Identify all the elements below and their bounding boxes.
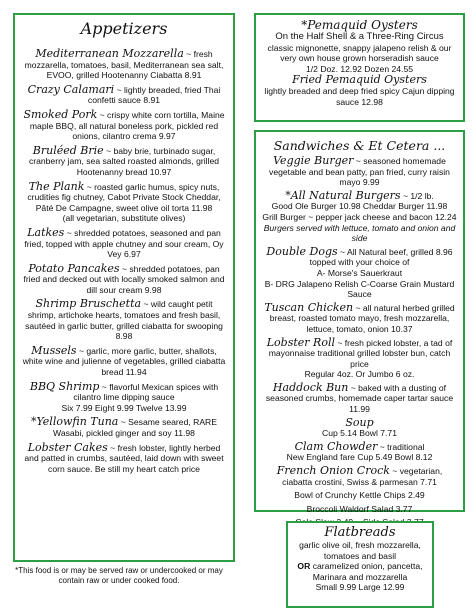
item-desc: ~ vegetarian, ciabatta crostini, Swiss & parmesan	[282, 466, 443, 487]
sandwich-item	[261, 439, 458, 463]
sandwich-list	[261, 156, 458, 531]
appetizer-item	[21, 379, 227, 414]
item-price: 11.94	[125, 367, 147, 378]
item-desc: ~ baked with a dusting of seasoned crumbs, homemade caper tartar sauce	[265, 382, 454, 404]
item-desc: ~ fresh lobster, lightly herbed and patted in crumbs, sautéed, laid down with sweet corn sauce. Be still my heart	[24, 442, 224, 474]
item-desc: ~ crispy white corn tortilla, Maine maple BBQ, all natural boneless pork, pickled red onions, cilantro crema	[29, 109, 225, 142]
item-name: Tuscan Chicken	[264, 300, 354, 314]
item-price: 8.98	[115, 331, 133, 342]
item-name: *All Natural Burgers	[285, 188, 401, 202]
item-name: Double Dogs	[266, 244, 338, 258]
item-prices: Six 7.99 Eight 9.99 Twelve 13.99	[61, 402, 187, 413]
appetizer-item	[21, 179, 227, 224]
item-desc: ~ garlic, more garlic, butter, shallots, white wine and julienne of vegetables, grilled ciabatta bread	[22, 345, 226, 378]
sandwich-item	[261, 415, 458, 439]
item-prices: Cup 5.14 Bowl 7.71	[321, 428, 397, 439]
item-name: French Onion Crock	[276, 464, 390, 478]
item-name: Smoked Pork	[23, 107, 98, 121]
appetizer-item	[21, 225, 227, 260]
appetizer-list	[21, 49, 227, 478]
item-name: Bruléed Brie	[32, 143, 104, 157]
item-price: 8.96	[435, 246, 453, 257]
appetizer-item	[21, 261, 227, 296]
flatbreads-box	[286, 521, 434, 608]
item-desc: ~ baby brie, turbinado sugar, cranberry jam, sea salted roasted almonds, grilled Hootenanny bread	[28, 145, 220, 177]
appetizer-item	[21, 440, 227, 475]
appetizer-item	[21, 343, 227, 378]
item-desc: ~ Sesame seared, RARE Wasabi, pickled ginger and soy	[53, 417, 217, 438]
item-name: Latkes	[27, 225, 65, 239]
item-desc: ~ seasoned homemade vegetable and bean patty, pan fried, curry raisin mayo	[269, 156, 450, 188]
item-note: Burgers served with lettuce, tomato and onion and side	[263, 222, 456, 244]
item-line: Grill Burger ~ pepper jack cheese and bacon 12.24	[262, 211, 457, 222]
oysters-title: *Pemaquid Oysters	[301, 18, 418, 32]
item-desc: Bowl of Crunchy Kettle Chips 2.49	[294, 490, 425, 501]
item-price: 9.99	[362, 177, 380, 188]
item-price: 6.97	[124, 249, 141, 260]
item-name: *Yellowfin Tuna	[30, 415, 119, 429]
sandwich-item	[261, 504, 458, 515]
item-price: 7.71	[420, 476, 437, 487]
item-price: 11.99	[349, 404, 370, 415]
sandwich-item	[261, 244, 458, 300]
item-price: 11.98	[174, 428, 195, 438]
appetizer-item	[21, 143, 227, 178]
item-name: Veggie Burger	[273, 154, 354, 167]
item-price: catch price	[158, 463, 200, 474]
flatbread-option-2: OR caramelized onion, pancetta, Marinara and mozzarella	[297, 561, 423, 582]
item-price: 10.97	[149, 166, 172, 177]
item-price: 10.37	[391, 323, 413, 334]
item-line: Good Ole Burger 10.98 Cheddar Burger 11.98	[271, 201, 448, 212]
oysters-desc: classic mignonette, snappy jalapeno relish & our very own house grown horseradish sauce	[267, 42, 452, 64]
item-name: Mussels	[31, 343, 77, 357]
item-desc: ~ fresh mozzarella, tomatoes, basil, Mediterranean sea salt, EVOO, grilled Hootenanny Ciabatta	[24, 49, 224, 81]
appetizer-item	[21, 49, 227, 81]
appetizer-item	[21, 417, 227, 438]
item-desc: ~ All Natural beef, grilled	[337, 246, 434, 257]
sandwiches-heading: Sandwiches & Et Cetera ...	[273, 138, 446, 153]
item-price: 11.98	[191, 202, 213, 213]
item-name: Haddock Bun	[272, 380, 349, 394]
item-line: A- Morse's Sauerkraut	[316, 267, 403, 278]
flatbreads-heading: Flatbreads	[324, 525, 396, 540]
fried-oysters-desc: lightly breaded and deep fried spicy Cajun dipping sauce 12.98	[264, 86, 455, 107]
item-desc: ~ all natural herbed grilled breast, roasted tomato mayo, fresh mozzarella, lettuce, tomato, onion	[269, 302, 455, 334]
item-name: Crazy Calamari	[27, 82, 115, 96]
item-name: Lobster Cakes	[27, 440, 108, 454]
item-desc: ~ shredded potatoes, pan fried and decked out with locally smoked salmon and dill sour cream	[23, 263, 225, 295]
item-desc: ~ wild caught petit shrimp, artichoke hearts, tomatoes and fresh basil, sautéed in garlic butter, grilled ciabatta for swooping	[25, 299, 223, 331]
oysters-subtitle: On the Half Shell & a Three-Ring Circus	[275, 31, 444, 42]
sandwich-item	[261, 466, 458, 487]
item-desc: ~ flavorful Mexican spices with cilantro lime dipping sauce	[73, 381, 219, 403]
item-desc: ~ traditional	[377, 441, 425, 452]
raw-food-footnote: *This food is or may be served raw or undercooked or may contain raw or under cooked food.	[15, 566, 223, 585]
sandwich-item	[261, 300, 458, 335]
item-desc: ~ shredded potatoes, seasoned and pan fried, topped with apple chutney and sour cream, Oy Vey	[24, 227, 224, 260]
item-name: Mediterranean Mozzarella	[35, 47, 184, 60]
item-desc: Broccoli Waldorf Salad 3.77	[306, 503, 413, 514]
sandwich-item	[261, 490, 458, 501]
flatbread-price: Small 9.99 Large 12.99	[315, 582, 405, 593]
flatbread-option-1: garlic olive oil, fresh mozzarella, tomatoes and basil	[299, 540, 421, 561]
oysters-box	[254, 13, 465, 122]
item-note: (all vegetarian, substitute olives)	[62, 213, 186, 224]
item-name: The Plank	[28, 179, 85, 193]
item-price: 9.97	[158, 131, 176, 142]
fried-oysters-title: Fried Pemaquid Oysters	[292, 73, 427, 87]
item-price: 8.91	[143, 95, 161, 106]
sandwich-item	[261, 156, 458, 188]
item-name: Clam Chowder	[294, 439, 378, 453]
oysters-price: 1/2 Doz. 12.92 Dozen 24.55	[305, 63, 414, 74]
sandwich-item	[261, 188, 458, 244]
item-prices: New England fare Cup 5.49 Bowl 8.12	[286, 452, 433, 463]
item-desc: ~ fresh picked lobster, a tad of mayonnaise traditional grilled lobster bun, catch price	[268, 337, 453, 369]
item-line: B- DRG Jalapeno Relish C-Coarse Grain Mustard Sauce	[264, 278, 455, 300]
appetizer-item	[21, 82, 227, 106]
appetizers-heading: Appetizers	[80, 19, 168, 38]
sandwich-item	[261, 335, 458, 380]
item-price: 9.98	[144, 284, 162, 295]
item-name: Potato Pancakes	[28, 261, 120, 275]
item-prices: Regular 4oz. Or Jumbo 6 oz.	[304, 369, 415, 380]
appetizer-item	[21, 107, 227, 142]
item-price: 8.91	[184, 70, 202, 81]
item-desc: ~ roasted garlic humus, spicy nuts, crudities fig chutney, Cabot Private Stock Cheddar, Pâté De Campagne, sweet olive oil torta	[27, 181, 221, 213]
sandwich-item	[261, 380, 458, 415]
item-name: Shrimp Bruschetta	[35, 297, 142, 311]
item-line: topped with your choice of	[309, 257, 410, 268]
item-name: BBQ Shrimp	[29, 379, 100, 393]
item-desc: ~ 1/2 lb.	[400, 190, 434, 201]
item-desc: ~ lightly breaded, fried Thai confetti sauce	[87, 84, 221, 106]
item-name: Soup	[345, 415, 374, 429]
appetizer-item	[21, 299, 227, 341]
item-name: Lobster Roll	[266, 335, 335, 349]
sandwiches-box	[254, 130, 465, 512]
appetizers-box	[13, 13, 235, 562]
